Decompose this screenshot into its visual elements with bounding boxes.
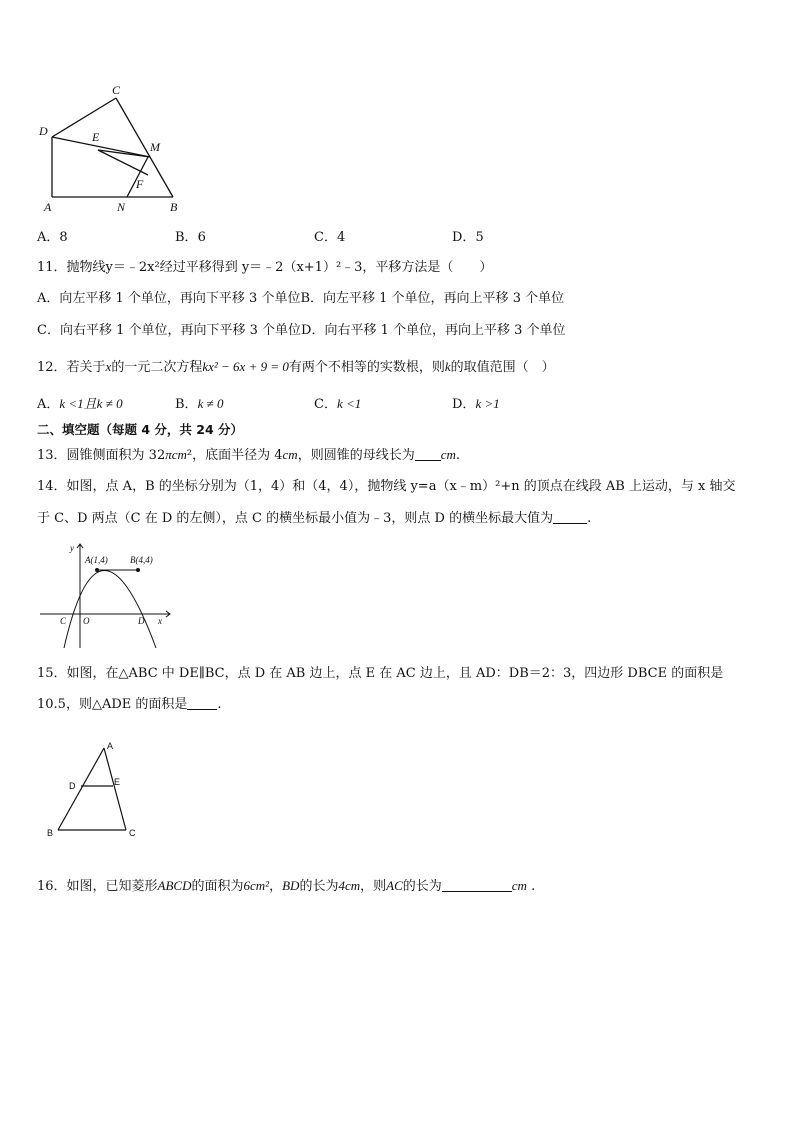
- fig14-point-b: [136, 568, 140, 572]
- q14-figure: [36, 538, 176, 650]
- q11-option-b: B．向左平移 1 个单位，再向上平移 3 个单位: [300, 291, 565, 306]
- fig14-label-d: D: [138, 616, 145, 626]
- fig15-label-b: B: [47, 828, 54, 838]
- q15-stem-line1: 15．如图，在△ABC 中 DE∥BC，点 D 在 AB 边上，点 E 在 AC 边上，且 AD：DB＝2：3，四边形 DBCE 的面积是: [37, 666, 724, 681]
- q12-option-d: D．k >1: [452, 396, 500, 412]
- q10-option-d: D．5: [452, 230, 484, 245]
- fig10-label-n: N: [117, 200, 126, 214]
- q11-option-a: A．向左平移 1 个单位，再向下平移 3 个单位: [37, 291, 301, 306]
- fig15-label-e: E: [114, 777, 121, 787]
- fig10-label-a: A: [44, 200, 52, 214]
- q16-answer-blank[interactable]: [442, 878, 512, 892]
- q12-stem: 12．若关于x的一元二次方程kx² − 6x + 9 = 0有两个不相等的实数根，则k的取值范围（ ）: [37, 359, 555, 375]
- q10-option-b: B．6: [175, 230, 206, 245]
- q11-stem: 11．抛物线y＝﹣2x²经过平移得到 y＝﹣2（x+1）²﹣3，平移方法是（ ）: [37, 260, 493, 275]
- fig14-label-y: y: [70, 543, 74, 553]
- q12-option-b: B．k ≠ 0: [175, 396, 224, 412]
- q15-stem-line2: 10.5，则△ADE 的面积是 .: [37, 697, 222, 712]
- fig14-label-x: x: [158, 616, 162, 626]
- fig10-label-b: B: [170, 200, 178, 214]
- fig15-label-a: A: [107, 741, 114, 751]
- fig10-label-m: M: [150, 140, 160, 154]
- q14-answer-blank[interactable]: [553, 510, 587, 524]
- q13-answer-blank[interactable]: [415, 447, 441, 461]
- q10-option-a: A．8: [37, 230, 68, 245]
- fig10-label-e: E: [92, 130, 100, 144]
- q12-option-a: A．k <1且k ≠ 0: [37, 396, 123, 412]
- fig10-label-f: F: [136, 177, 144, 191]
- fig10-label-c: C: [112, 83, 121, 97]
- fig10-label-d: D: [39, 124, 48, 138]
- q15-figure: [40, 736, 150, 844]
- q11-options-row2: [37, 322, 566, 340]
- fig15-label-d: D: [69, 781, 76, 791]
- q10-figure: [30, 80, 190, 220]
- q11-option-c: C．向右平移 1 个单位，再向下平移 3 个单位: [37, 323, 302, 338]
- q11-options-row1: [37, 290, 564, 308]
- fig14-label-o: O: [83, 616, 90, 626]
- fig14-label-a: A(1,4): [85, 555, 108, 565]
- q13-stem: 13．圆锥侧面积为 32πcm²，底面半径为 4cm，则圆锥的母线长为 cm.: [37, 447, 461, 463]
- q16-stem: 16．如图，已知菱形ABCD的面积为6cm²，BD的长为4cm，则AC的长为 cm .: [37, 878, 536, 894]
- q10-option-c: C．4: [314, 230, 346, 245]
- fig14-label-c: C: [60, 616, 67, 626]
- q12-option-c: C．k <1: [314, 396, 362, 412]
- q14-stem-line2: 于 C、D 两点（C 在 D 的左侧），点 C 的横坐标最小值为﹣3，则点 D 的横坐标最大值为 .: [37, 511, 592, 526]
- q14-stem-line1: 14．如图，点 A，B 的坐标分别为（1，4）和（4，4），抛物线 y=a（x﹣m）²+n 的顶点在线段 AB 上运动，与 x 轴交: [37, 479, 736, 494]
- q15-answer-blank[interactable]: [187, 696, 217, 710]
- section-title: 二、填空题（每题 4 分，共 24 分）: [37, 422, 244, 437]
- fig14-point-a: [95, 568, 99, 572]
- fig14-label-b: B(4,4): [130, 555, 153, 565]
- q11-option-d: D．向右平移 1 个单位，再向上平移 3 个单位: [301, 323, 566, 338]
- q12-equation: kx² − 6x + 9 = 0: [202, 359, 289, 374]
- fig15-label-c: C: [129, 828, 136, 838]
